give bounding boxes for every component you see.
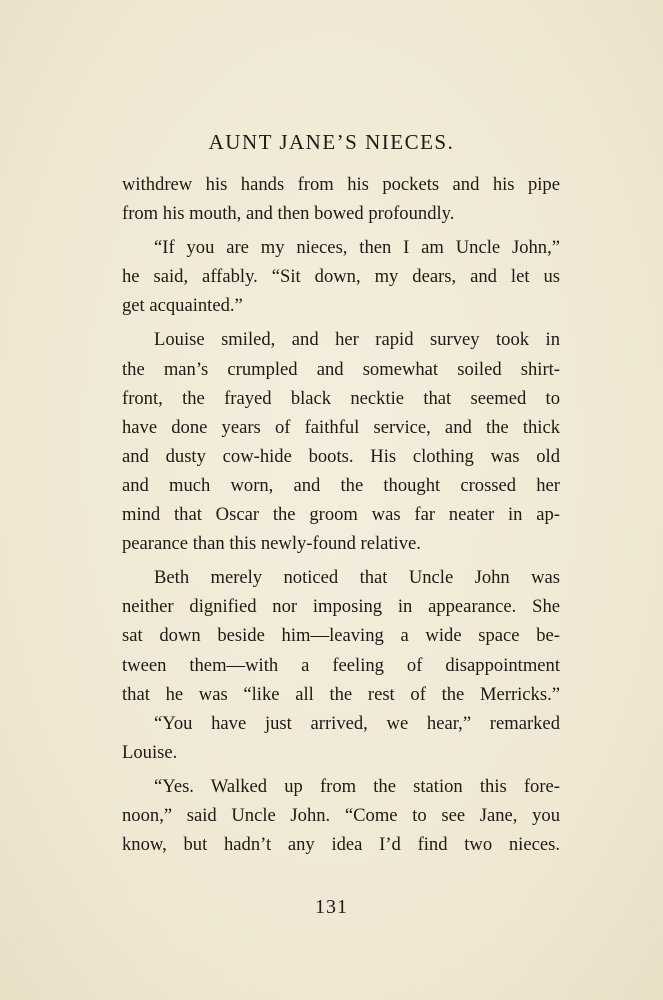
- text-line: Louise smiled, and her rapid survey took in: [154, 329, 560, 351]
- text-line: he said, affably. “Sit down, my dears, and let us: [122, 266, 560, 288]
- text-line: “Yes. Walked up from the station this fore-: [154, 775, 560, 797]
- text-line: that he was “like all the rest of the Merricks.”: [122, 683, 560, 705]
- text-line: withdrew his hands from his pockets and his pipe: [122, 174, 560, 195]
- text-line: sat down beside him—leaving a wide space be-: [122, 625, 560, 647]
- text-line: mind that Oscar the groom was far neater in ap-: [122, 504, 560, 526]
- text-line: “You have just arrived, we hear,” remarked: [154, 712, 560, 734]
- text-line: front, the frayed black necktie that seemed to: [122, 387, 560, 409]
- text-line: from his mouth, and then bowed profoundly.: [122, 203, 455, 225]
- body-text: [122, 170, 560, 859]
- text-line: Beth merely noticed that Uncle John was: [154, 567, 560, 589]
- text-line: pearance than this newly-found relative.: [122, 533, 421, 555]
- text-line: Louise.: [122, 741, 178, 763]
- text-line: “If you are my nieces, then I am Uncle John,”: [154, 237, 560, 259]
- page-number: 131: [315, 896, 348, 918]
- text-line: the man’s crumpled and somewhat soiled shirt-: [122, 358, 560, 380]
- text-line: neither dignified nor imposing in appearance. She: [122, 596, 560, 618]
- running-head: AUNT JANE’S NIECES.: [208, 130, 455, 154]
- text-line: know, but hadn’t any idea I’d find two nieces.: [122, 834, 560, 856]
- text-line: get acquainted.”: [122, 295, 243, 317]
- text-line: noon,” said Uncle John. “Come to see Jane, you: [122, 804, 560, 826]
- text-line: have done years of faithful service, and the thick: [122, 416, 560, 438]
- text-line: and much worn, and the thought crossed her: [122, 474, 560, 496]
- text-line: tween them—with a feeling of disappointment: [122, 654, 560, 676]
- text-line: and dusty cow-hide boots. His clothing was old: [122, 445, 560, 467]
